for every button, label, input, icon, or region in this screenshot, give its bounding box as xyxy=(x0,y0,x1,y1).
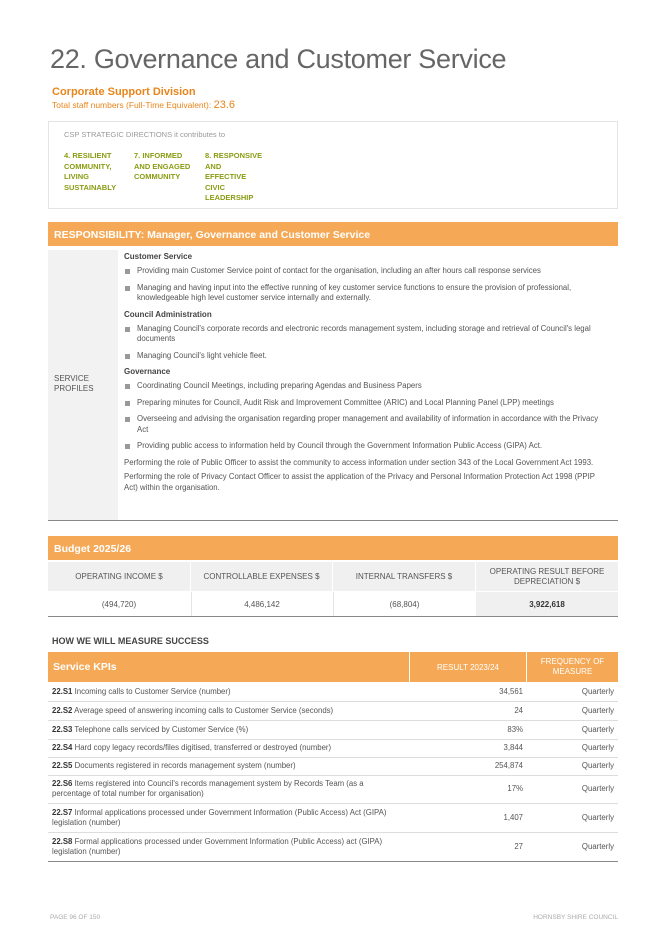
bullet-item: Providing main Customer Service point of contact for the organisation, including an after hours call response services xyxy=(124,266,606,277)
csp-directions-box xyxy=(48,121,618,209)
kpi-frequency: Quarterly xyxy=(581,813,614,822)
csp-label: CSP STRATEGIC DIRECTIONS it contributes to xyxy=(64,130,226,139)
budget-val-operating-income: (494,720) xyxy=(48,592,190,616)
kpi-frequency: Quarterly xyxy=(581,706,614,715)
budget-val-internal-transfers: (68,804) xyxy=(333,592,475,616)
kpi-result: 83% xyxy=(507,725,523,734)
kpi-header: Service KPIs xyxy=(48,652,409,682)
kpi-code: 22.S6 xyxy=(52,779,73,788)
kpi-result: 1,407 xyxy=(503,813,523,822)
kpi-text: Informal applications processed under Government Information (Public Access) Act (GIPA) legislation (number) xyxy=(52,808,387,827)
budget-col-controllable-expenses: CONTROLLABLE EXPENSES $ xyxy=(191,562,332,591)
kpi-result: 34,561 xyxy=(499,687,523,696)
bullet-item: Managing and having input into the effective running of key customer service functions to ensure the provision of professional, knowledgeable high level customer service internally and externally. xyxy=(124,283,606,304)
kpi-frequency-header: FREQUENCY OF MEASURE xyxy=(527,652,618,682)
kpi-result: 24 xyxy=(514,706,523,715)
kpi-result: 27 xyxy=(514,842,523,851)
public-officer-paragraph: Performing the role of Public Officer to assist the community to access information under section 343 of the Local Government Act 1993. xyxy=(124,457,594,467)
staff-value: 23.6 xyxy=(213,99,235,111)
bullet-item: Overseeing and advising the organisation regarding proper management and availability of information in accordance with the Privacy Act xyxy=(124,414,606,435)
table-row xyxy=(48,804,618,833)
customer-service-heading: Customer Service xyxy=(124,252,193,261)
kpi-frequency: Quarterly xyxy=(581,784,614,793)
kpi-text: Telephone calls serviced by Customer Service (%) xyxy=(74,725,249,734)
service-profiles-content xyxy=(124,252,606,497)
column-separator xyxy=(526,652,527,682)
kpi-description xyxy=(52,761,402,771)
page-number: PAGE 96 OF 150 xyxy=(50,914,101,921)
kpi-text: Average speed of answering incoming calls to Customer Service (seconds) xyxy=(74,706,334,715)
kpi-description xyxy=(52,808,402,828)
csp-direction-7: 7. INFORMED AND ENGAGED COMMUNITY xyxy=(134,151,191,181)
kpi-description xyxy=(52,687,402,697)
kpi-result: 3,844 xyxy=(503,743,523,752)
table-row xyxy=(48,758,618,776)
column-separator xyxy=(409,652,410,682)
budget-val-operating-result: 3,922,618 xyxy=(476,592,618,616)
table-row xyxy=(48,740,618,758)
kpi-code: 22.S4 xyxy=(52,743,73,752)
bullet-item: Managing Council's light vehicle fleet. xyxy=(124,351,606,362)
staff-numbers xyxy=(52,99,235,111)
publisher-name: HORNSBY SHIRE COUNCIL xyxy=(533,914,618,921)
kpi-description xyxy=(52,779,402,799)
responsibility-header: RESPONSIBILITY: Manager, Governance and Customer Service xyxy=(48,222,618,246)
csp-direction-8: 8. RESPONSIVE AND EFFECTIVE CIVIC LEADERSHIP xyxy=(205,151,263,202)
table-row xyxy=(48,683,618,702)
kpi-frequency: Quarterly xyxy=(581,743,614,752)
table-row xyxy=(48,776,618,804)
bullet-item: Preparing minutes for Council, Audit Risk and Improvement Committee (ARIC) and Local Planning Panel (LPP) meetings xyxy=(124,398,606,409)
division-name: Corporate Support Division xyxy=(52,86,196,98)
kpi-code: 22.S2 xyxy=(52,706,73,715)
kpi-frequency: Quarterly xyxy=(581,725,614,734)
kpi-code: 22.S5 xyxy=(52,761,73,770)
kpi-text: Hard copy legacy records/files digitised, transferred or destroyed (number) xyxy=(74,743,332,752)
table-row xyxy=(48,702,618,721)
kpi-text: Items registered into Council's records management system by Records Team (as a percentage of total number for organisation) xyxy=(52,779,364,798)
kpi-frequency: Quarterly xyxy=(581,842,614,851)
privacy-officer-paragraph: Performing the role of Privacy Contact Officer to assist the application of the Privacy and Personal Information Protection Act 1998 (PPIP Act) within the organisation. xyxy=(124,472,595,492)
bullet-item: Coordinating Council Meetings, including preparing Agendas and Business Papers xyxy=(124,381,606,392)
divider xyxy=(48,520,618,521)
council-admin-heading: Council Administration xyxy=(124,309,212,319)
page-title: 22. Governance and Customer Service xyxy=(50,44,507,74)
kpi-description xyxy=(52,743,402,753)
budget-val-controllable-expenses: 4,486,142 xyxy=(191,592,332,616)
budget-col-internal-transfers: INTERNAL TRANSFERS $ xyxy=(333,562,475,591)
kpi-result: 254,874 xyxy=(494,761,523,770)
kpi-code: 22.S8 xyxy=(52,837,73,846)
measure-success-title: HOW WE WILL MEASURE SUCCESS xyxy=(52,636,209,646)
governance-heading: Governance xyxy=(124,367,171,376)
table-row xyxy=(48,721,618,740)
budget-col-operating-result: OPERATING RESULT BEFORE DEPRECIATION $ xyxy=(476,562,618,591)
kpi-description xyxy=(52,837,402,857)
kpi-description xyxy=(52,725,402,735)
kpi-text: Formal applications processed under Government Information (Public Access) act (GIPA) legislation (number) xyxy=(52,837,383,856)
budget-header: Budget 2025/26 xyxy=(48,536,618,560)
kpi-frequency: Quarterly xyxy=(581,761,614,770)
csp-direction-4: 4. RESILIENT COMMUNITY, LIVING SUSTAINABLY xyxy=(64,151,117,192)
kpi-code: 22.S3 xyxy=(52,725,73,734)
kpi-result-header: RESULT 2023/24 xyxy=(410,652,526,682)
budget-col-operating-income: OPERATING INCOME $ xyxy=(48,562,190,591)
divider xyxy=(48,616,618,617)
staff-label: Total staff numbers (Full-Time Equivalent): xyxy=(52,100,212,110)
table-row xyxy=(48,833,618,862)
kpi-code: 22.S1 xyxy=(52,687,73,696)
kpi-frequency: Quarterly xyxy=(581,687,614,696)
kpi-result: 17% xyxy=(507,784,523,793)
kpi-code: 22.S7 xyxy=(52,808,73,817)
service-profiles-label: SERVICE PROFILES xyxy=(54,374,94,393)
bullet-item: Providing public access to information held by Council through the Government Information Public Access (GIPA) Act. xyxy=(124,441,606,452)
kpi-text: Incoming calls to Customer Service (number) xyxy=(74,687,231,696)
bullet-item: Managing Council's corporate records and electronic records management system, including storage and retrieval of Council's legal documents xyxy=(124,324,606,345)
kpi-description xyxy=(52,706,402,716)
kpi-text: Documents registered in records management system (number) xyxy=(74,761,296,770)
